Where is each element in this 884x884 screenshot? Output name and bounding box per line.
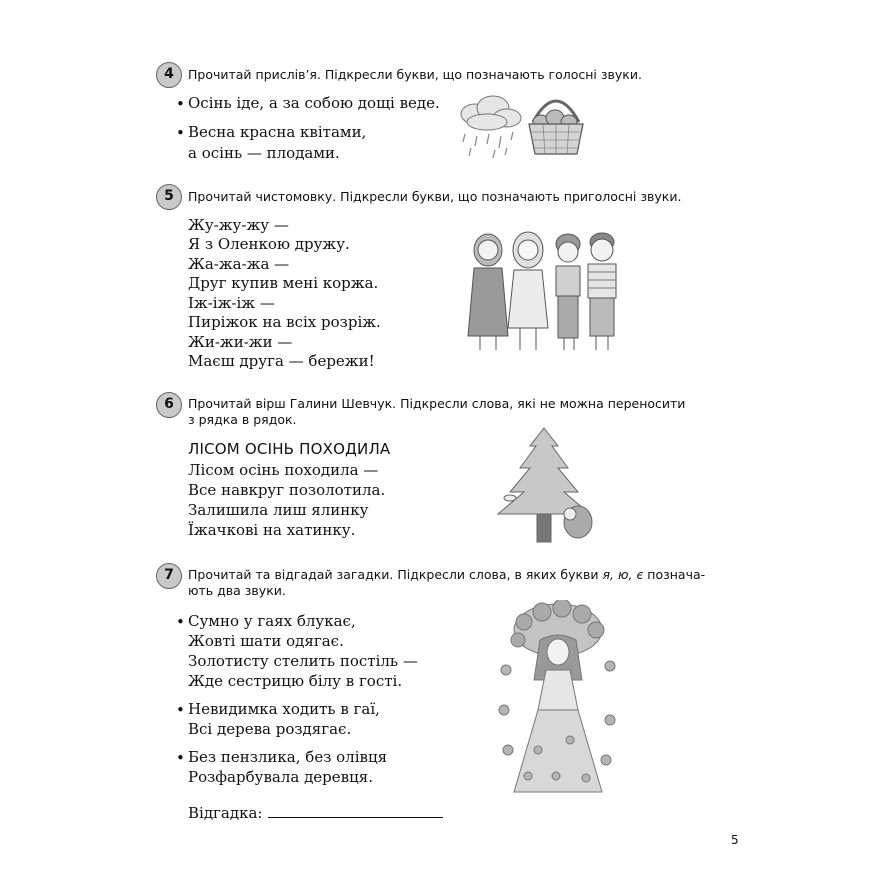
tongue-twister-line: Жу-жу-жу — <box>188 216 289 234</box>
riddle-line: Жовті шати одягає. <box>188 632 344 650</box>
riddle-line: Без пензлика, без олівця <box>188 748 388 766</box>
autumn-girl-illustration <box>498 600 618 800</box>
fir-tree-hedgehog-illustration <box>492 426 602 548</box>
answer-label: Відгадка: <box>188 804 263 822</box>
basket-illustration <box>523 88 589 160</box>
bullet: • <box>176 749 185 767</box>
riddle-line: Жде сестрицю білу в гості. <box>188 672 403 690</box>
highlighted-letters: я, ю, є <box>602 567 644 582</box>
rain-cloud-illustration <box>455 92 525 162</box>
proverb-line: а осінь — плодами. <box>188 144 340 162</box>
riddle-line: Сумно у гаях блукає, <box>188 612 356 630</box>
tongue-twister-line: Жи-жи-жи — <box>188 333 293 351</box>
children-illustration <box>460 228 640 358</box>
tongue-twister-line: Пиріжок на всіх розріж. <box>188 313 381 331</box>
riddle-line: Розфарбувала деревця. <box>188 768 373 786</box>
poem-line: Все навкруг позолотила. <box>188 481 386 499</box>
riddle-line: Всі дерева роздягає. <box>188 720 352 738</box>
task-4-number: 4 <box>156 62 182 88</box>
task-4-instruction: Прочитай прислів’я. Підкресли букви, що позначають голосні звуки. <box>188 67 642 82</box>
task-6-number: 6 <box>156 392 182 418</box>
poem-line: Залишила лиш ялинку <box>188 501 369 519</box>
tongue-twister-line: Жа-жа-жа — <box>188 255 290 273</box>
riddle-line: Невидимка ходить в гаї, <box>188 700 380 718</box>
poem-title: ЛІСОМ ОСІНЬ ПОХОДИЛА <box>188 440 391 458</box>
task-7-instruction-line-2: ють два звуки. <box>188 583 286 598</box>
bullet: • <box>176 701 185 719</box>
tongue-twister-line: Маєш друга — бережи! <box>188 352 375 370</box>
bullet: • <box>176 613 185 631</box>
proverb-line: Весна красна квітами, <box>188 123 367 141</box>
task-5-instruction: Прочитай чистомовку. Підкресли букви, що позначають приголосні звуки. <box>188 189 682 204</box>
riddle-line: Золотисту стелить постіль — <box>188 652 418 670</box>
answer-blank[interactable] <box>268 803 443 818</box>
page-number: 5 <box>731 833 739 847</box>
bullet: • <box>176 124 185 142</box>
task-6-instruction-line-1: Прочитай вірш Галини Шевчук. Підкресли слова, які не можна переносити <box>188 396 686 411</box>
tongue-twister-line: Я з Оленкою дружу. <box>188 235 350 253</box>
instruction-text: познача- <box>643 567 706 582</box>
task-7-instruction-line-1 <box>188 567 743 583</box>
tongue-twister-line: Друг купив мені коржа. <box>188 274 379 292</box>
instruction-text: Прочитай та відгадай загадки. Підкресли слова, в яких букви <box>188 567 603 582</box>
poem-line: Лісом осінь походила — <box>188 461 379 479</box>
tongue-twister-line: Іж-іж-іж — <box>188 294 275 312</box>
task-7-number: 7 <box>156 563 182 589</box>
answer-row <box>188 803 443 822</box>
task-6-instruction-line-2: з рядка в рядок. <box>188 412 297 427</box>
proverb-line: Осінь іде, а за собою дощі веде. <box>188 94 440 112</box>
poem-line: Їжачкові на хатинку. <box>188 521 356 539</box>
bullet: • <box>176 95 185 113</box>
task-5-number: 5 <box>156 184 182 210</box>
